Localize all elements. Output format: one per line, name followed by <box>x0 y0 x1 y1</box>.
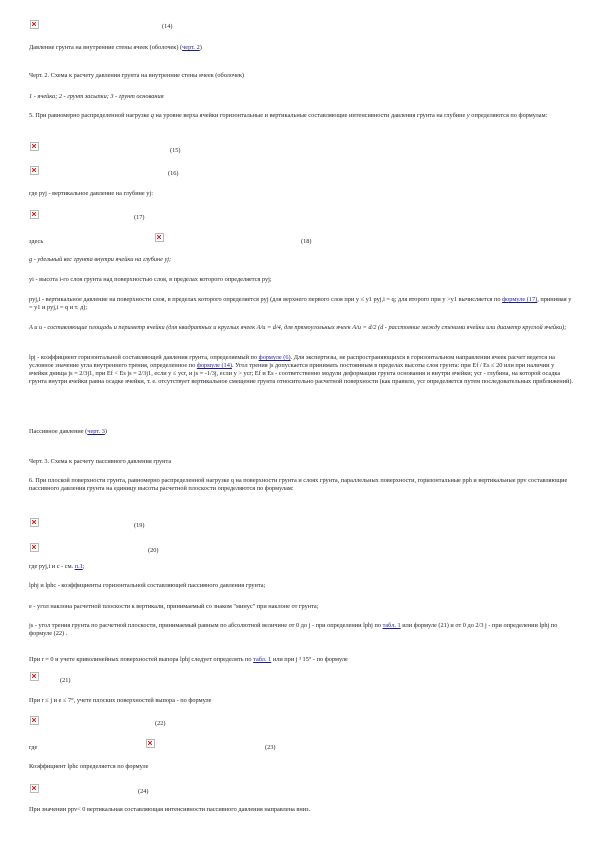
formula-18-label: здесь <box>29 238 44 245</box>
paragraph-lambda-phc: Коэффициент lphc определяется по формуле <box>29 763 149 770</box>
formula-21-image <box>30 672 39 681</box>
paragraph-6: 6. При плоской поверхности грунта, равномерно распределенной нагрузке q на поверхности грунта и слоях грунта, параллельных поверхности, горизонтальные pph и вертикальные ppv составляющие пассивного давления грунта на единицу высоты расчетной плоскости определяются по формулам: <box>29 477 568 492</box>
formula-19-number: (19) <box>134 522 145 529</box>
chart-3-caption: Черт. 3. Схема к расчету пассивного давления грунта <box>29 458 172 465</box>
formula-23-number: (23) <box>265 744 276 751</box>
formula-24-image <box>30 784 39 793</box>
formula-14-number: (14) <box>162 23 173 30</box>
formula-21-number: (21) <box>60 677 71 684</box>
formula-22-number: (22) <box>155 720 166 727</box>
paragraph-5: 5. При равномерно распределенной нагрузке q на уровне верха ячейки горизонтальные и вертикальные составляющие интенсивности давления грунта на глубине y определяются по формулам: <box>29 112 548 119</box>
formula-17-image <box>30 210 39 219</box>
formula-17-number: (17) <box>134 214 145 221</box>
formula-16-image <box>30 166 39 175</box>
formula-22-image <box>30 716 39 725</box>
definition-yi: yi - высота i-го слоя грунта над поверхностью слоя, в пределах которого определяется pyj; <box>29 276 272 283</box>
formula-20-image <box>30 543 39 552</box>
paragraph-rho-zero: При r = 0 и учете криволинейных поверхностей выпора lphj следует определять по табл. 1 или при j ³ 15° - по формуле <box>29 656 348 663</box>
formula-20-number: (20) <box>148 547 159 554</box>
definition-lambda: lpj - коэффициент горизонтальной составляющей давления грунта, определяемый по формуле (6). Для экспертизы, не распространяющихся в горизонтальном направлении ячеек расчет ведется на условное значение угла внутреннего трения, определенное по формуле (14). Угол трения js допускается принимать постоянным в пределах высоты слоя грунта: при Ef / Es ≤ 20 или при наличии у ячейки днища js = 2/3j1, при Ef < Es js = 2/3j1, если y ≤ ycr, и js = -1/3j, если y > ycr; Ef и Es - соответственно модули деформации грунта основания и внутри ячейки; ycr - глубина, на которой осадка грунта внутри ячейки равна осадке ячейки, т. е. отсутствует вертикальное смещение грунта относительно расчетной поверхности (как правило, ycr определяется путем последовательных приближений). <box>29 354 574 385</box>
paragraph-see-p1: где pyj,i и c - см. п.1; <box>29 563 85 570</box>
formula-15-number: (15) <box>170 147 181 154</box>
link-formula-14[interactable]: формуле (14) <box>196 361 232 369</box>
definition-lambda-ph: lphj и lphc - коэффициенты горизонтальной составляющей пассивного давления грунта; <box>29 582 266 589</box>
paragraph-inner-walls: Давление грунта на внутренние стены ячеек (оболочек) (черт. 2) <box>29 44 202 51</box>
link-table-1-b[interactable]: табл. 1 <box>253 656 272 663</box>
formula-23-label: где <box>29 744 38 751</box>
definition-gamma: g - удельный вес грунта внутри ячейки на глубине yj; <box>29 256 172 263</box>
link-p1[interactable]: п.1 <box>74 563 83 570</box>
definition-pyj: pyj,i - вертикальное давление на поверхности слоя, в пределах которого определяется pyj (для верхнего первого слоя при y ≤ y1 pyj,i = q; для второго при y >y1 вычисляется по формуле (17), принимая y = y1 и pyj,i = q и т. д); <box>29 296 572 311</box>
formula-19-image <box>30 518 39 527</box>
formula-14-image <box>30 20 39 29</box>
definition-epsilon: e - угол наклона расчетной плоскости к вертикали, принимаемый со знаком "минус" при наклоне от грунта; <box>29 603 319 610</box>
link-chart-3[interactable]: черт. 3 <box>87 428 105 435</box>
formula-18-image <box>155 233 164 242</box>
paragraph-vertical-pressure: где pyj - вертикальное давление на глубине yj: <box>29 190 153 197</box>
chart-2-legend: 1 - ячейка; 2 - грунт засыпки; 3 - грунт основания <box>29 93 164 100</box>
link-formula-17[interactable]: формуле (17) <box>502 296 538 303</box>
formula-15-image <box>30 142 39 151</box>
chart-2-caption: Черт. 2. Схема к расчету давления грунта на внутренние стены ячеек (оболочек) <box>29 72 245 79</box>
formula-23-image <box>146 739 155 748</box>
heading-passive-pressure: Пассивное давление (черт. 3) <box>29 428 107 435</box>
formula-18-number: (18) <box>301 238 312 245</box>
paragraph-plane-surfaces: При r ≤ j и e ≤ 7°, учете плоских поверхностей выпора - по формуле <box>29 697 212 704</box>
formula-16-number: (16) <box>168 170 179 177</box>
paragraph-negative-ppv: При значении ppv< 0 вертикальная составляющая интенсивности пассивного давления направлена вниз. <box>29 806 311 813</box>
definition-delta: js - угол трения грунта по расчетной плоскости, принимаемый равным по абсолютной величине от 0 до j - при определении lphj по табл. 1 или формуле (21) и от 0 до 2/3 j - при определении lphj по формуле (22) . <box>29 622 558 637</box>
link-chart-2[interactable]: черт. 2 <box>182 44 200 51</box>
definition-a-u: A и u - составляющие площадь и периметр ячейки (для квадратных и круглых ячеек A/u = d/4, для прямоугольных ячеек A/u = d/2 (d - расстояние между стенами ячейки или диаметр круглой ячейки); <box>29 324 567 331</box>
link-formula-6[interactable]: формуле (6) <box>258 354 291 361</box>
link-table-1-a[interactable]: табл. 1 <box>382 622 401 629</box>
formula-24-number: (24) <box>138 788 149 795</box>
